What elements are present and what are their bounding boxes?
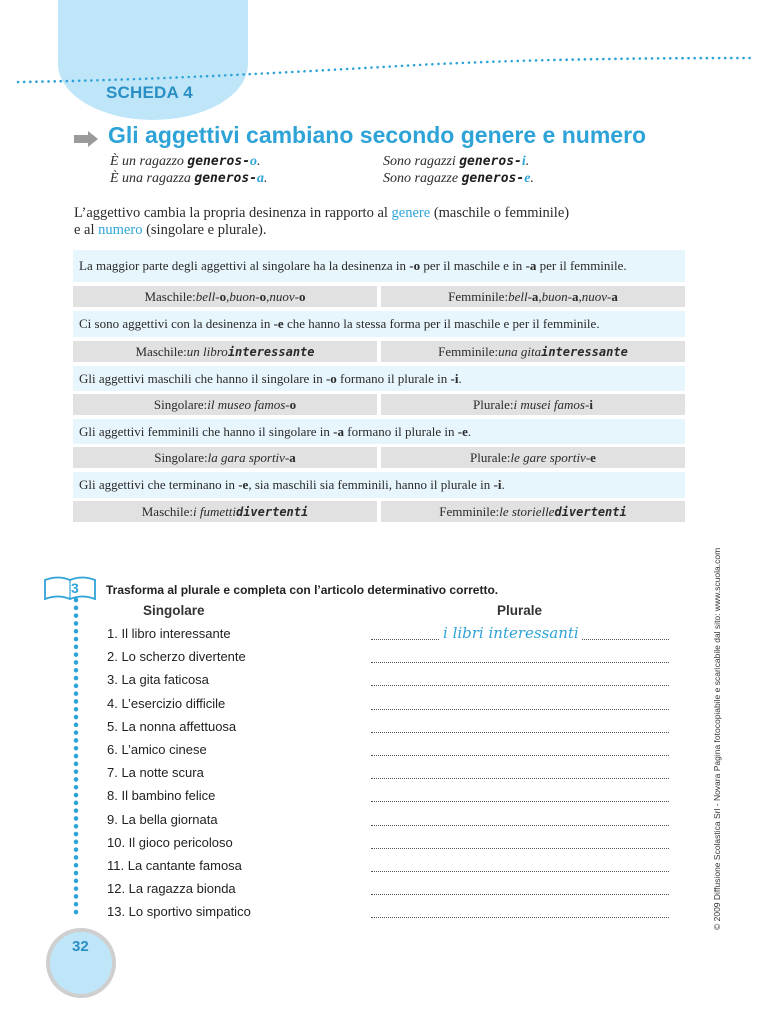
exercise-number: 3 (71, 580, 79, 596)
exercise-item-singular: 12. La ragazza bionda (107, 881, 236, 897)
answer-blank-line[interactable] (371, 685, 669, 686)
exercise-item-singular: 9. La bella giornata (107, 811, 218, 827)
example-cell-plural: Plurale: i musei famos- i (381, 394, 685, 415)
dotted-vertical-divider (70, 596, 82, 922)
exercise-item-singular: 4. L’esercizio difficile (107, 695, 226, 711)
answer-blank-line[interactable] (371, 778, 669, 779)
exercise-item-singular: 10. Il gioco pericoloso (107, 834, 233, 850)
rule-text: Gli aggettivi che terminano in -e, sia maschili sia femminili, hanno il plurale in -i. (73, 472, 685, 498)
answer-blank-line[interactable] (371, 709, 669, 710)
answer-blank-line[interactable] (371, 755, 669, 756)
answer-blank-line[interactable] (371, 662, 669, 663)
column-header-plural: Plurale (497, 603, 543, 618)
example-sentence: Sono ragazzi generos-i. (383, 154, 530, 169)
example-cell-masculine: Maschile: bell- o , buon- o , nuov- o (73, 286, 377, 307)
copyright-note: © 2009 Diffusione Scolastica Srl - Novara Pagina fotocopiabile e scaricabile dal sito: www.scuola.com (712, 547, 722, 930)
page-title: Gli aggettivi cambiano secondo genere e numero (108, 122, 647, 148)
example-cell-feminine: Femminile: le storielle divertenti (381, 501, 685, 522)
keyword-numero: numero (98, 222, 143, 238)
answer-blank-line[interactable] (371, 848, 669, 849)
exercise-item-singular: 7. La notte scura (107, 765, 204, 781)
exercise-item-singular: 6. L’amico cinese (107, 742, 207, 757)
example-sentence: È un ragazzo generos-o. (110, 154, 261, 169)
example-sentence: Sono ragazze generos-e. (383, 171, 534, 186)
arrow-right-icon (74, 131, 100, 147)
answer-blank-line[interactable] (371, 894, 669, 895)
exercise-item-singular: 8. Il bambino felice (107, 788, 216, 804)
intro-paragraph: L’aggettivo cambia la propria desinenza in rapporto al genere (maschile o femminile) e al numero (singolare e plurale). (74, 205, 570, 238)
exercise-item-singular: 3. La gita faticosa (107, 672, 209, 688)
example-cell-feminine: Femminile: bell- a , buon- a , nuov- a (381, 286, 685, 307)
exercise-item-singular: 11. La cantante famosa (107, 858, 242, 873)
rule-text: Ci sono aggettivi con la desinenza in -e che hanno la stessa forma per il maschile e per il femminile. (73, 311, 685, 337)
example-cell-singular: Singolare: la gara sportiv- a (73, 447, 377, 468)
column-header-singular: Singolare (143, 603, 205, 618)
rule-text: La maggior parte degli aggettivi al singolare ha la desinenza in -o per il maschile e in -a per il femminile. (73, 250, 685, 282)
exercise-item-singular: 5. La nonna affettuosa (107, 718, 237, 734)
example-cell-feminine: Femminile: una gita interessante (381, 341, 685, 362)
example-cell-singular: Singolare: il museo famos- o (73, 394, 377, 415)
keyword-genere: genere (391, 205, 431, 221)
exercise-item-singular: 13. Lo sportivo simpatico (107, 904, 251, 920)
example-cell-masculine: Maschile: un libro interessante (73, 341, 377, 362)
page-number: 32 (72, 938, 89, 955)
exercise-item-singular: 2. Lo scherzo divertente (107, 649, 246, 665)
answer-blank-line[interactable] (371, 917, 669, 918)
answer-blank-line[interactable] (371, 825, 669, 826)
worksheet-label: SCHEDA 4 (106, 83, 193, 102)
answer-blank-line[interactable] (371, 801, 669, 802)
rule-text: Gli aggettivi maschili che hanno il singolare in -o formano il plurale in -i. (73, 366, 685, 391)
exercise-item-singular: 1. Il libro interessante (107, 626, 231, 641)
example-answer: i libri interessanti (440, 624, 582, 642)
rule-text: Gli aggettivi femminili che hanno il singolare in -a formano il plurale in -e. (73, 419, 685, 444)
exercise-instruction: Trasforma al plurale e completa con l’articolo determinativo corretto. (106, 583, 499, 597)
example-cell-plural: Plurale: le gare sportiv- e (381, 447, 685, 468)
example-cell-masculine: Maschile: i fumetti divertenti (73, 501, 377, 522)
answer-blank-line[interactable] (371, 871, 669, 872)
example-sentence: È una ragazza generos-a. (110, 171, 268, 186)
answer-blank-line[interactable] (371, 732, 669, 733)
